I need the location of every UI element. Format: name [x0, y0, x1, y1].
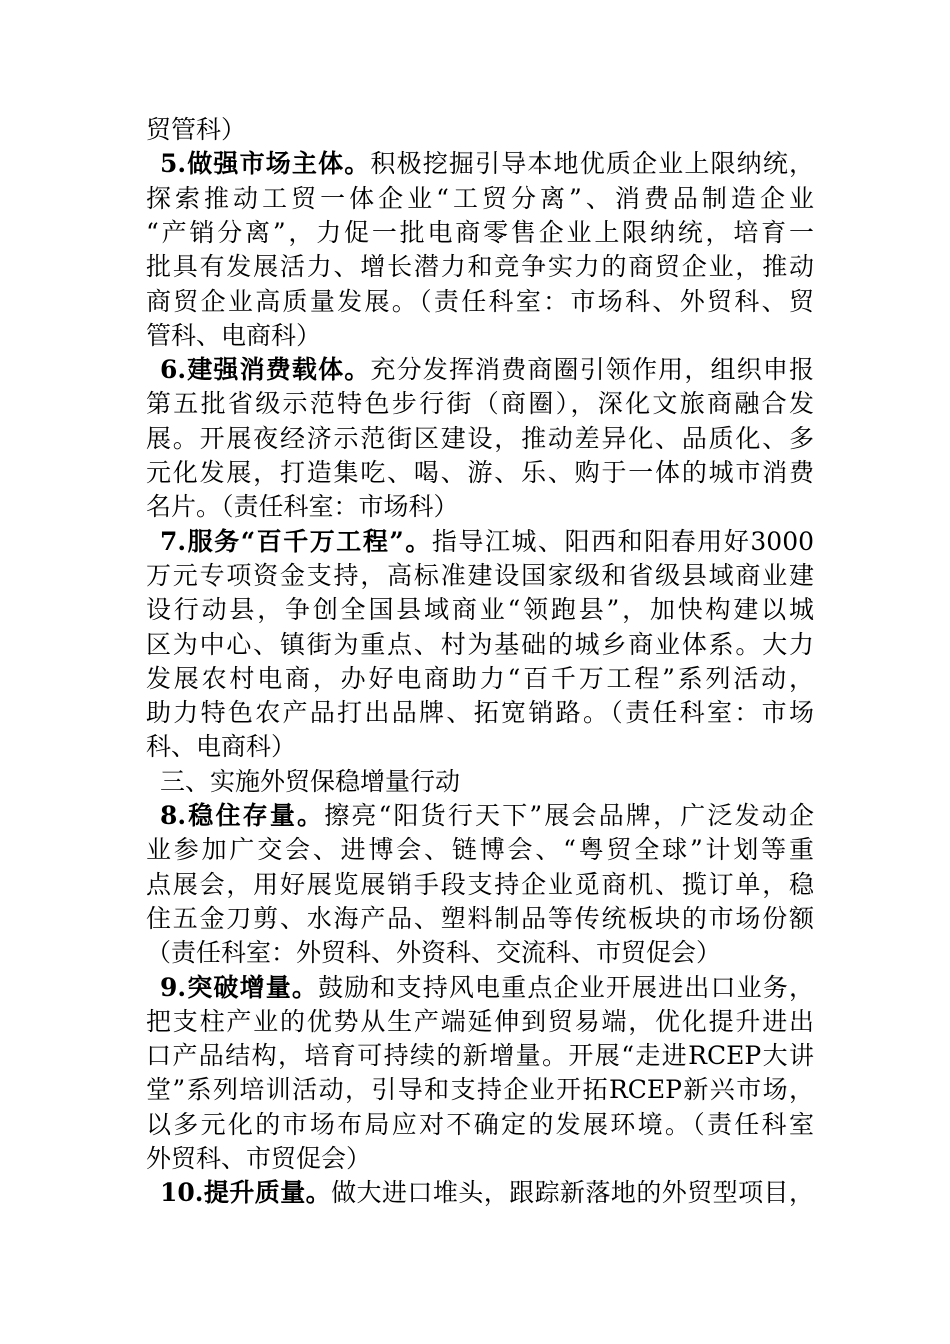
text-line: [160, 352, 814, 388]
text-line: [146, 1107, 814, 1143]
text-line: [146, 1004, 814, 1040]
text-line: [146, 695, 814, 731]
text-line: [146, 627, 814, 663]
line-text: 做大进口堆头，跟踪新落地的外贸型项目，: [331, 1178, 814, 1208]
line-text: 第五批省级示范特色步行街（商圈），深化文旅商融合发: [146, 389, 814, 419]
text-line: [160, 798, 814, 834]
line-text: 堂”系列培训活动，引导和支持企业开拓RCEP新兴市场，: [146, 1075, 814, 1105]
line-text: 商贸企业高质量发展。（责任科室：市场科、外贸科、贸: [146, 286, 814, 316]
line-text: 科、电商科）: [146, 732, 297, 762]
line-text: 探索推动工贸一体企业“工贸分离”、消费品制造企业: [146, 183, 814, 213]
line-text: 充分发挥消费商圈引领作用，组织申报: [370, 355, 814, 385]
text-line: [146, 901, 814, 937]
text-line: [146, 489, 814, 525]
line-text: 三、实施外贸保稳增量行动: [160, 766, 461, 796]
text-line: [146, 284, 814, 320]
text-line: [160, 970, 814, 1006]
text-line: [146, 661, 814, 697]
text-line: [146, 558, 814, 594]
text-line: [146, 455, 814, 491]
item-title: 7.服务“百千万工程”。: [160, 526, 432, 556]
line-text: 擦亮“阳货行天下”展会品牌，广泛发动企: [324, 801, 814, 830]
text-line: [146, 421, 814, 457]
text-line: [146, 181, 814, 217]
text-line: [146, 592, 814, 628]
line-text: 万元专项资金支持，高标准建设国家级和省级县域商业建: [146, 560, 814, 590]
text-line: [146, 1141, 814, 1177]
line-text: 名片。（责任科室：市场科）: [146, 492, 459, 522]
line-text: 点展会，用好展览展销手段支持企业觅商机、揽订单，稳: [146, 869, 814, 899]
line-text: 鼓励和支持风电重点企业开展进出口业务，: [318, 972, 814, 1002]
line-text: 以多元化的市场布局应对不确定的发展环境。（责任科室: [146, 1109, 814, 1139]
item-title: 10.提升质量。: [160, 1178, 332, 1208]
text-line: [146, 729, 814, 765]
line-text: 把支柱产业的优势从生产端延伸到贸易端，优化提升进出: [146, 1006, 814, 1036]
line-text: 设行动县，争创全国县域商业“领跑县”，加快构建以城: [146, 595, 814, 625]
text-line: [146, 1072, 814, 1108]
text-line: [160, 524, 814, 560]
text-line: [160, 146, 814, 182]
line-text: “产销分离”，力促一批电商零售企业上限纳统，培育一: [146, 217, 814, 247]
line-text: 元化发展，打造集吃、喝、游、乐、购于一体的城市消费: [146, 458, 814, 487]
item-title: 8.稳住存量。: [160, 801, 325, 830]
item-title: 6.建强消费载体。: [160, 355, 371, 385]
text-line: [146, 1038, 814, 1074]
line-text: 业参加广交会、进博会、链博会、“粤贸全球”计划等重: [146, 835, 814, 865]
section-heading: [160, 764, 814, 800]
line-text: 展。开展夜经济示范街区建设，推动差异化、品质化、多: [146, 423, 814, 453]
line-text: 口产品结构，培育可持续的新增量。开展“走进RCEP大讲: [146, 1041, 814, 1071]
text-line: [146, 215, 814, 251]
line-text: 积极挖掘引导本地优质企业上限纳统，: [370, 149, 814, 179]
item-title: 5.做强市场主体。: [160, 149, 371, 179]
line-text: 贸管科）: [146, 115, 247, 144]
item-title: 9.突破增量。: [160, 972, 319, 1002]
text-line: [146, 318, 814, 354]
text-line: [146, 112, 814, 148]
text-line: [146, 935, 814, 971]
line-text: 住五金刀剪、水海产品、塑料制品等传统板块的市场份额: [146, 903, 814, 933]
line-text: 批具有发展活力、增长潜力和竞争实力的商贸企业，推动: [146, 252, 814, 282]
text-line: [146, 867, 814, 903]
line-text: 助力特色农产品打出品牌、拓宽销路。（责任科室：市场: [146, 698, 814, 728]
line-text: 发展农村电商，办好电商助力“百千万工程”系列活动，: [146, 663, 814, 693]
line-text: （责任科室：外贸科、外资科、交流科、市贸促会）: [146, 938, 722, 968]
line-text: 外贸科、市贸促会）: [146, 1144, 372, 1173]
text-line: [146, 832, 814, 868]
text-line: [146, 386, 814, 422]
text-line: [160, 1175, 814, 1211]
text-line: [146, 249, 814, 285]
line-text: 区为中心、镇街为重点、村为基础的城乡商业体系。大力: [146, 629, 814, 659]
line-text: 管科、电商科）: [146, 320, 322, 350]
line-text: 指导江城、阳西和阳春用好3000: [431, 526, 815, 556]
